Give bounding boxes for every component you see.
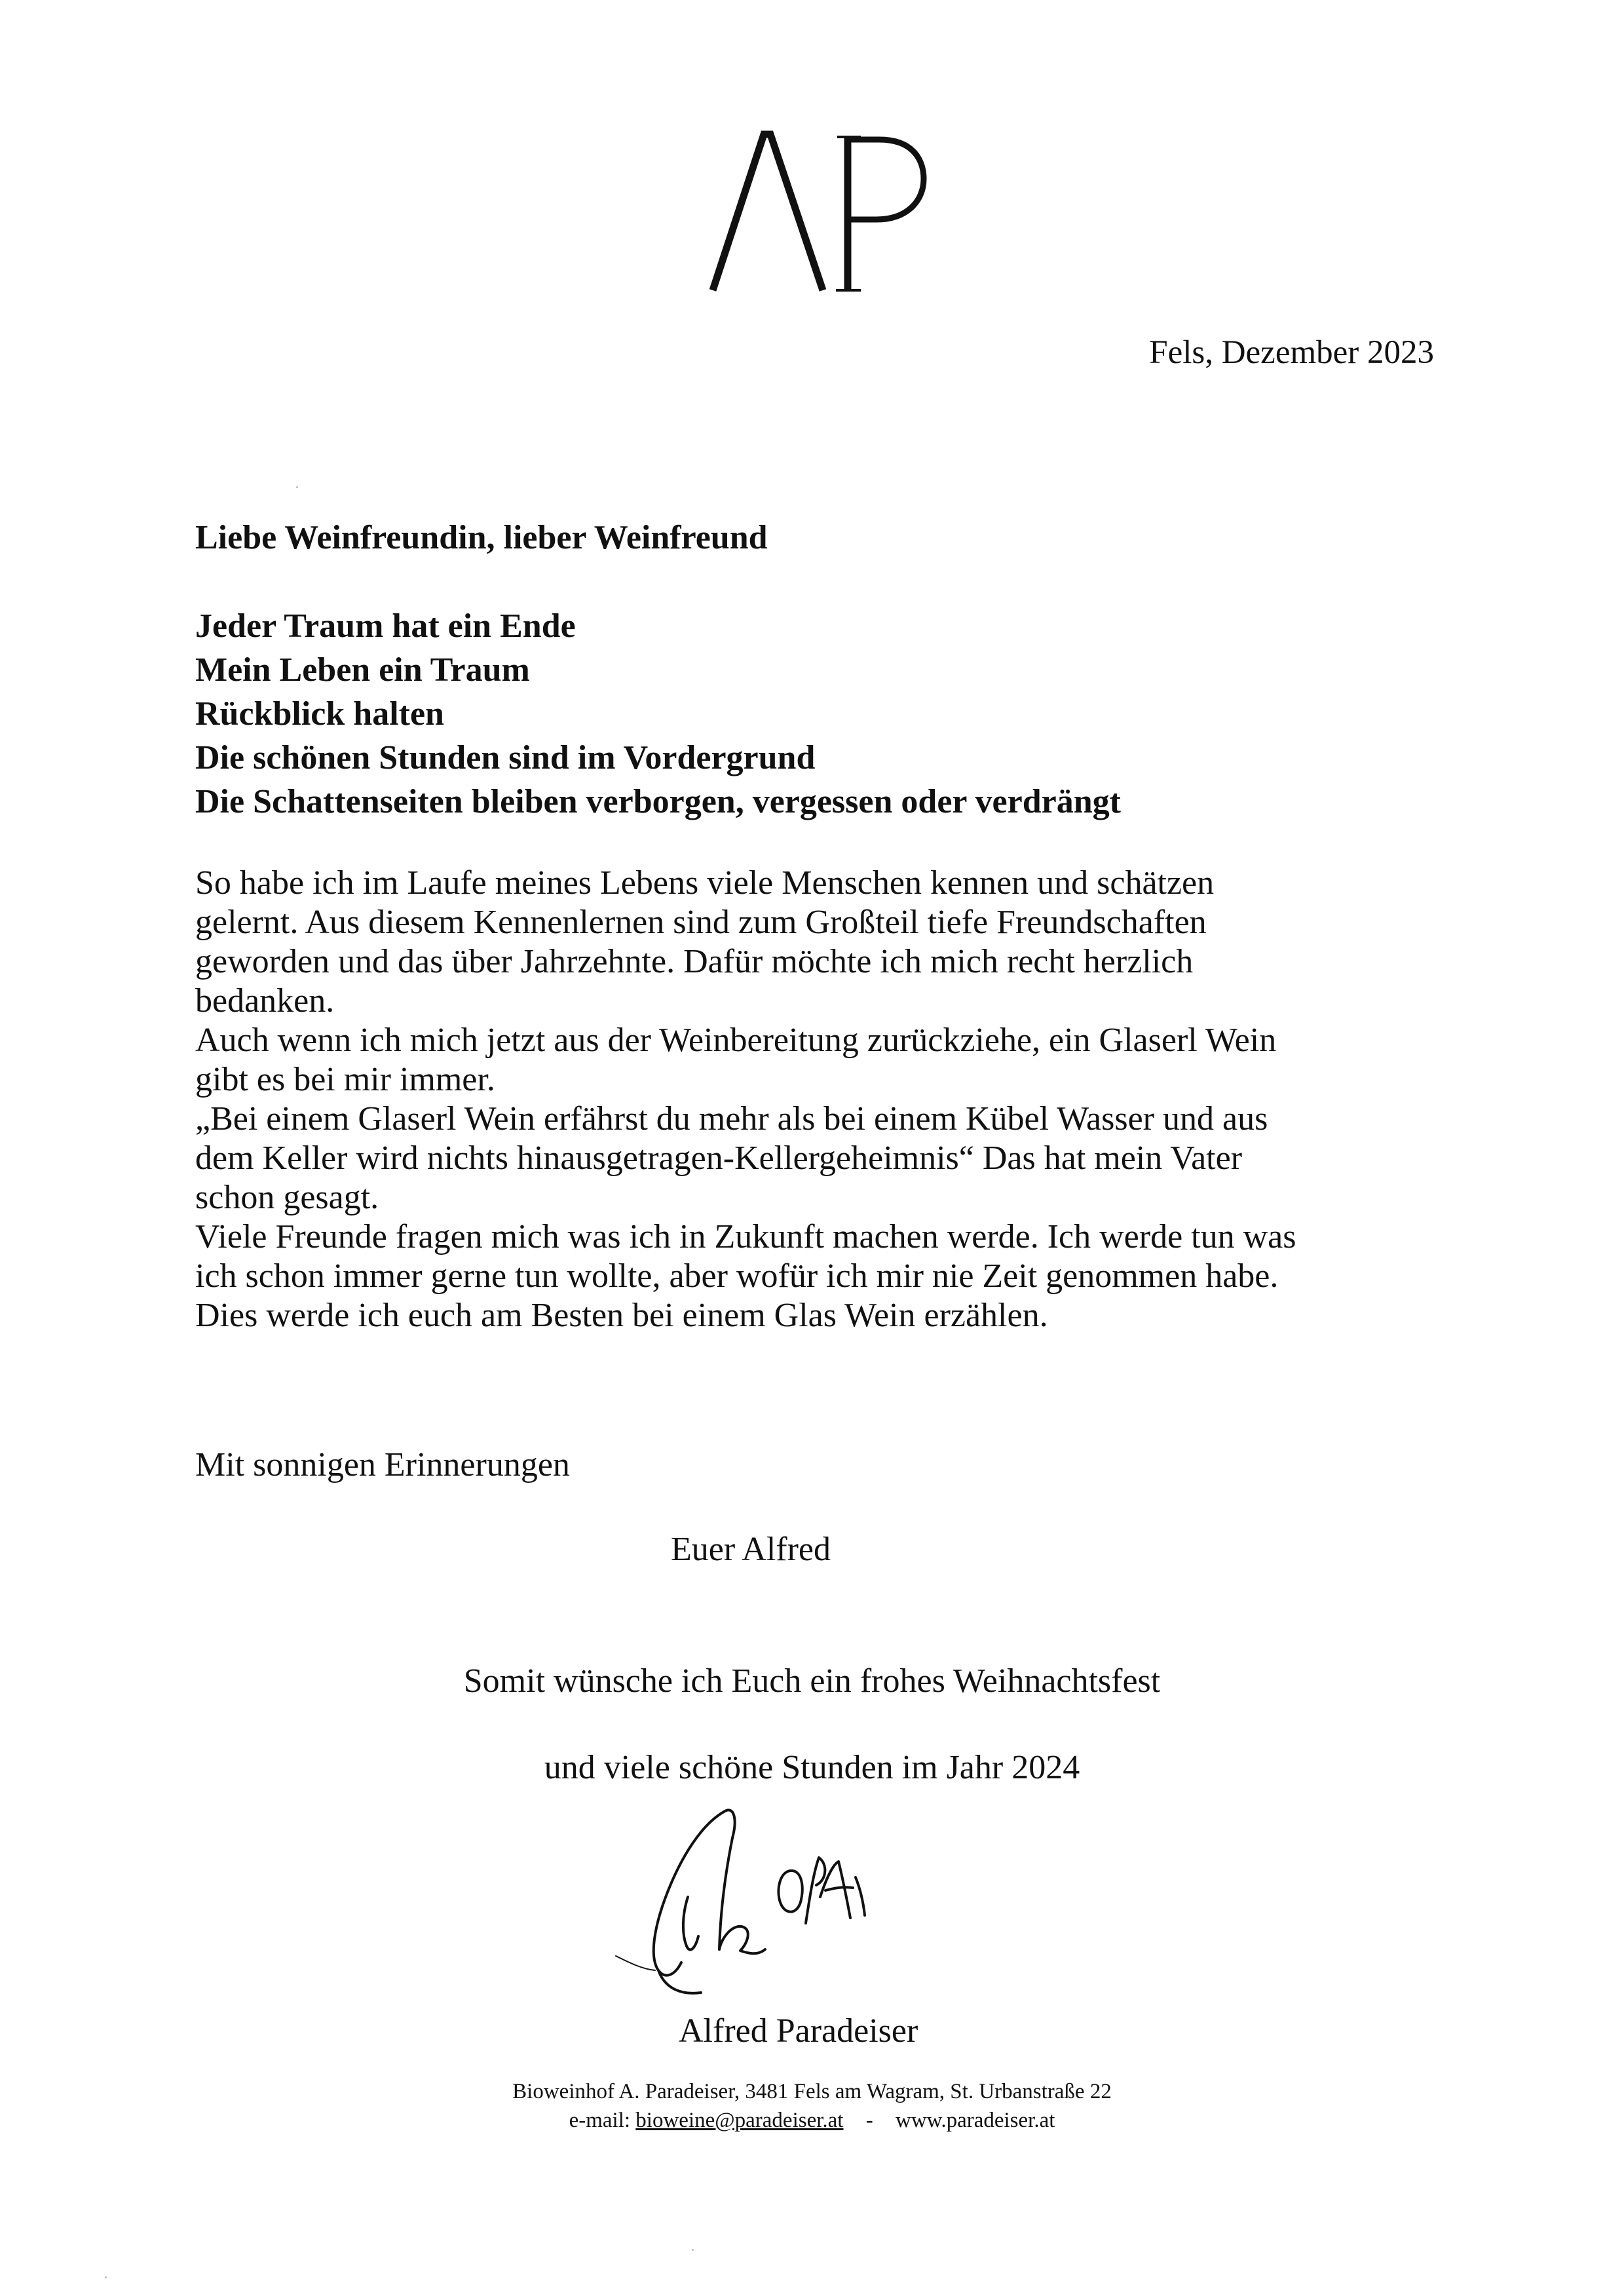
body-line: gibt es bei mir immer. [195, 1061, 495, 1098]
verse-line: Die schönen Stunden sind im Vordergrund [195, 739, 816, 776]
sender-name: Alfred Paradeiser [679, 2012, 918, 2050]
closing-line: Mit sonnigen Erinnerungen [195, 1446, 570, 1483]
handwritten-signature-icon [609, 1799, 937, 2015]
letter-date: Fels, Dezember 2023 [1149, 334, 1434, 371]
scan-speck [105, 2276, 107, 2278]
signoff: Euer Alfred [671, 1531, 831, 1568]
verse-line: Rückblick halten [195, 695, 444, 733]
scan-speck [296, 486, 298, 488]
letter-body [195, 864, 1440, 1335]
body-line: So habe ich im Laufe meines Lebens viele Menschen kennen und schätzen [195, 864, 1215, 902]
body-line: gelernt. Aus diesem Kennenlernen sind zum Großteil tiefe Freundschaften [195, 904, 1207, 941]
ap-logo [708, 128, 930, 298]
footer-separator: - [865, 2109, 873, 2132]
body-line: schon gesagt. [195, 1179, 379, 1216]
footer-address: Bioweinhof A. Paradeiser, 3481 Fels am Wagram, St. Urbanstraße 22 [512, 2080, 1112, 2103]
email-label: e-mail: [569, 2109, 631, 2132]
salutation: Liebe Weinfreundin, lieber Weinfreund [195, 519, 768, 556]
body-line: bedanken. [195, 982, 335, 1020]
body-line: „Bei einem Glaserl Wein erfährst du mehr als bei einem Kübel Wasser und aus [195, 1100, 1268, 1138]
verse-line: Die Schattenseiten bleiben verborgen, vergessen oder verdrängt [195, 783, 1121, 820]
email-link[interactable]: bioweine@paradeiser.at [635, 2109, 844, 2132]
body-line: dem Keller wird nichts hinausgetragen-Kellergeheimnis“ Das hat mein Vater [195, 1139, 1243, 1177]
body-line: Auch wenn ich mich jetzt aus der Weinbereitung zurückziehe, ein Glaserl Wein [195, 1022, 1277, 1059]
verse-line: Mein Leben ein Traum [195, 651, 530, 689]
verse-line: Jeder Traum hat ein Ende [195, 607, 576, 645]
scan-speck [692, 2249, 694, 2251]
christmas-wish: Somit wünsche ich Euch ein frohes Weihnachtsfest [463, 1662, 1161, 1700]
body-line: Dies werde ich euch am Besten bei einem Glas Wein erzählen. [195, 1297, 1048, 1334]
new-year-wish: und viele schöne Stunden im Jahr 2024 [544, 1749, 1080, 1786]
body-line: geworden und das über Jahrzehnte. Dafür möchte ich mich recht herzlich [195, 943, 1194, 980]
body-line: ich schon immer gerne tun wollte, aber wofür ich mir nie Zeit genommen habe. [195, 1257, 1279, 1295]
verse-block [195, 604, 1121, 824]
letterhead-footer [0, 2077, 1624, 2135]
body-line: Viele Freunde fragen mich was ich in Zukunft machen werde. Ich werde tun was [195, 1218, 1296, 1255]
footer-contact [0, 2106, 1624, 2135]
website-link[interactable]: www.paradeiser.at [895, 2109, 1055, 2132]
